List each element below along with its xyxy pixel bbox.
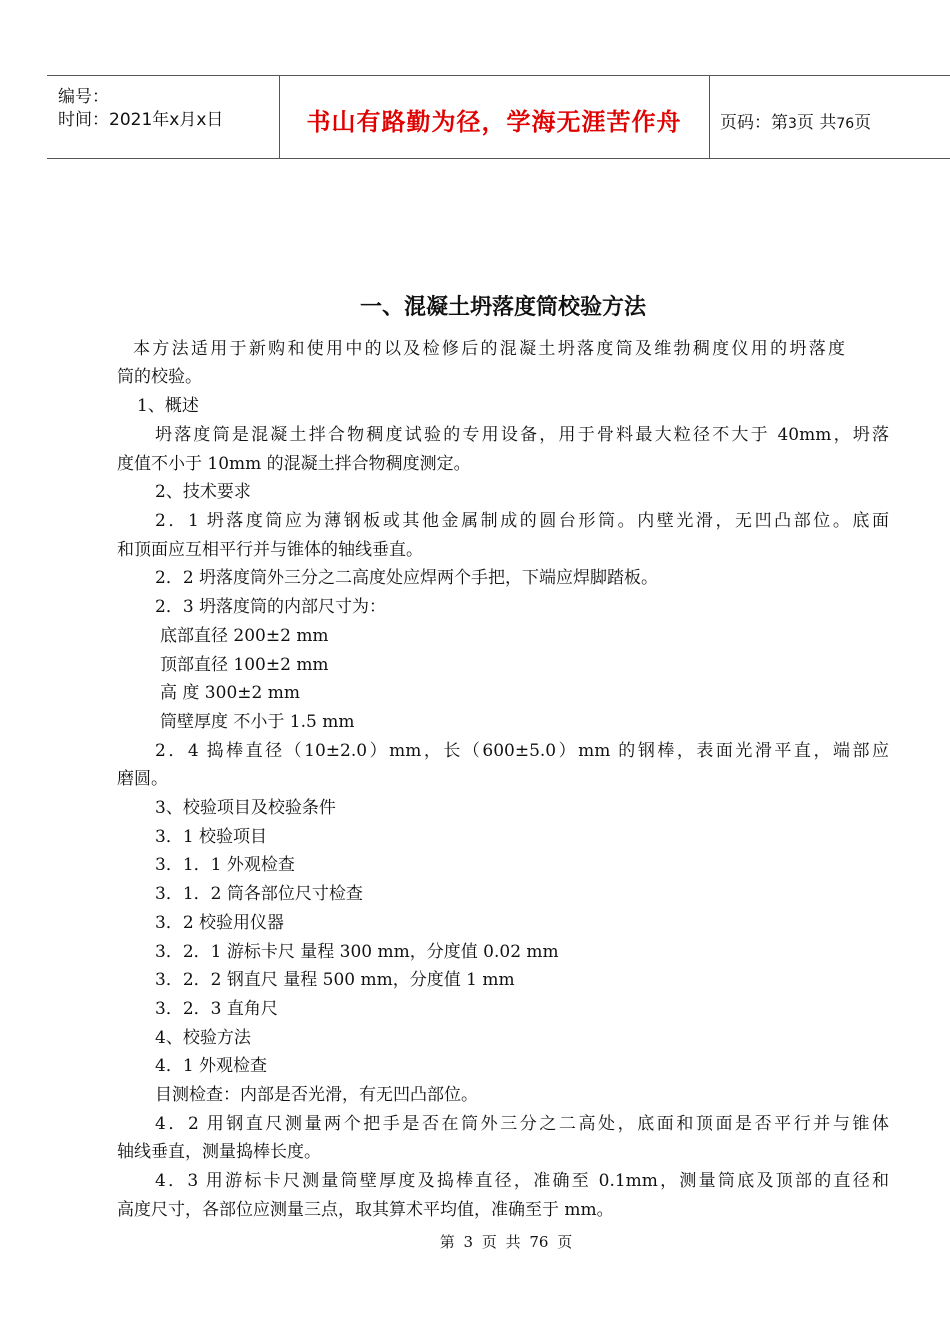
page-mid: 页 共 bbox=[796, 113, 837, 133]
document-header bbox=[47, 75, 950, 159]
body-line: 3、校验项目及校验条件 bbox=[155, 798, 336, 818]
body-line: 4．1 外观检查 bbox=[155, 1056, 268, 1076]
body-line: 2．2 坍落度筒外三分之二高度处应焊两个手把，下端应焊脚踏板。 bbox=[155, 568, 659, 588]
body-line: 目测检查：内部是否光滑，有无凹凸部位。 bbox=[155, 1085, 478, 1105]
time-label: 时间：2021年x月x日 bbox=[58, 110, 224, 130]
body-line: 3．1．1 外观检查 bbox=[155, 855, 295, 875]
body-line: 顶部直径 100±2 mm bbox=[160, 655, 329, 675]
body-line: 筒壁厚度 不小于 1.5 mm bbox=[160, 712, 355, 732]
body-line: 筒的校验。 bbox=[117, 367, 202, 387]
body-line: 3．2 校验用仪器 bbox=[155, 913, 285, 933]
body-line: 3．2．1 游标卡尺 量程 300 mm，分度值 0.02 mm bbox=[155, 942, 559, 962]
page-title: 一、混凝土坍落度筒校验方法 bbox=[359, 295, 646, 320]
body-line: 1、概述 bbox=[137, 396, 199, 416]
body-line: 2、技术要求 bbox=[155, 482, 251, 502]
body-line: 和顶面应互相平行并与锥体的轴线垂直。 bbox=[117, 540, 423, 560]
body-line: 4．2 用钢直尺测量两个把手是否在筒外三分之二高处，底面和顶面是否平行并与锥体 bbox=[155, 1114, 889, 1134]
body-line: 3．1．2 筒各部位尺寸检查 bbox=[155, 884, 363, 904]
motto: 书山有路勤为径，学海无涯苦作舟 bbox=[306, 108, 682, 136]
body-line: 3．1 校验项目 bbox=[155, 827, 268, 847]
body-line: 坍落度筒是混凝土拌合物稠度试验的专用设备，用于骨料最大粒径不大于 40mm，坍落 bbox=[155, 425, 889, 445]
page-code bbox=[720, 108, 871, 133]
body-line: 高 度 300±2 mm bbox=[160, 683, 300, 703]
page-suffix: 页 bbox=[854, 113, 872, 133]
page-footer: 第 3 页 共 76 页 bbox=[439, 1233, 573, 1251]
header-motto-cell bbox=[279, 76, 710, 158]
page-prefix: 页码：第 bbox=[720, 113, 788, 133]
body-line: 底部直径 200±2 mm bbox=[160, 626, 329, 646]
header-page-cell bbox=[710, 76, 950, 158]
serial-label: 编号： bbox=[58, 87, 109, 107]
body-line: 本方法适用于新购和使用中的以及检修后的混凝土坍落度筒及维勃稠度仪用的坍落度 bbox=[133, 339, 845, 359]
body-line: 2．4 捣棒直径（10±2.0）mm，长（600±5.0）mm 的钢棒，表面光滑平直，端部应 bbox=[155, 741, 889, 761]
body-line: 4．3 用游标卡尺测量筒壁厚度及捣棒直径，准确至 0.1mm，测量筒底及顶部的直径和 bbox=[155, 1171, 889, 1191]
body-line: 3．2．3 直角尺 bbox=[155, 999, 278, 1019]
body-line: 度值不小于 10mm 的混凝土拌合物稠度测定。 bbox=[117, 454, 471, 474]
page-total: 76 bbox=[836, 116, 855, 132]
page-current: 3 bbox=[788, 116, 797, 132]
body-line: 2．1 坍落度筒应为薄钢板或其他金属制成的圆台形筒。内壁光滑，无凹凸部位。底面 bbox=[155, 511, 889, 531]
body-line: 4、校验方法 bbox=[155, 1028, 251, 1048]
body-line: 2．3 坍落度筒的内部尺寸为： bbox=[155, 597, 387, 617]
body-line: 轴线垂直，测量捣棒长度。 bbox=[117, 1142, 321, 1162]
header-meta-cell bbox=[47, 76, 280, 158]
body-line: 磨圆。 bbox=[117, 769, 168, 789]
body-line: 高度尺寸，各部位应测量三点，取其算术平均值，准确至于 mm。 bbox=[117, 1200, 614, 1220]
body-line: 3．2．2 钢直尺 量程 500 mm，分度值 1 mm bbox=[155, 970, 515, 990]
